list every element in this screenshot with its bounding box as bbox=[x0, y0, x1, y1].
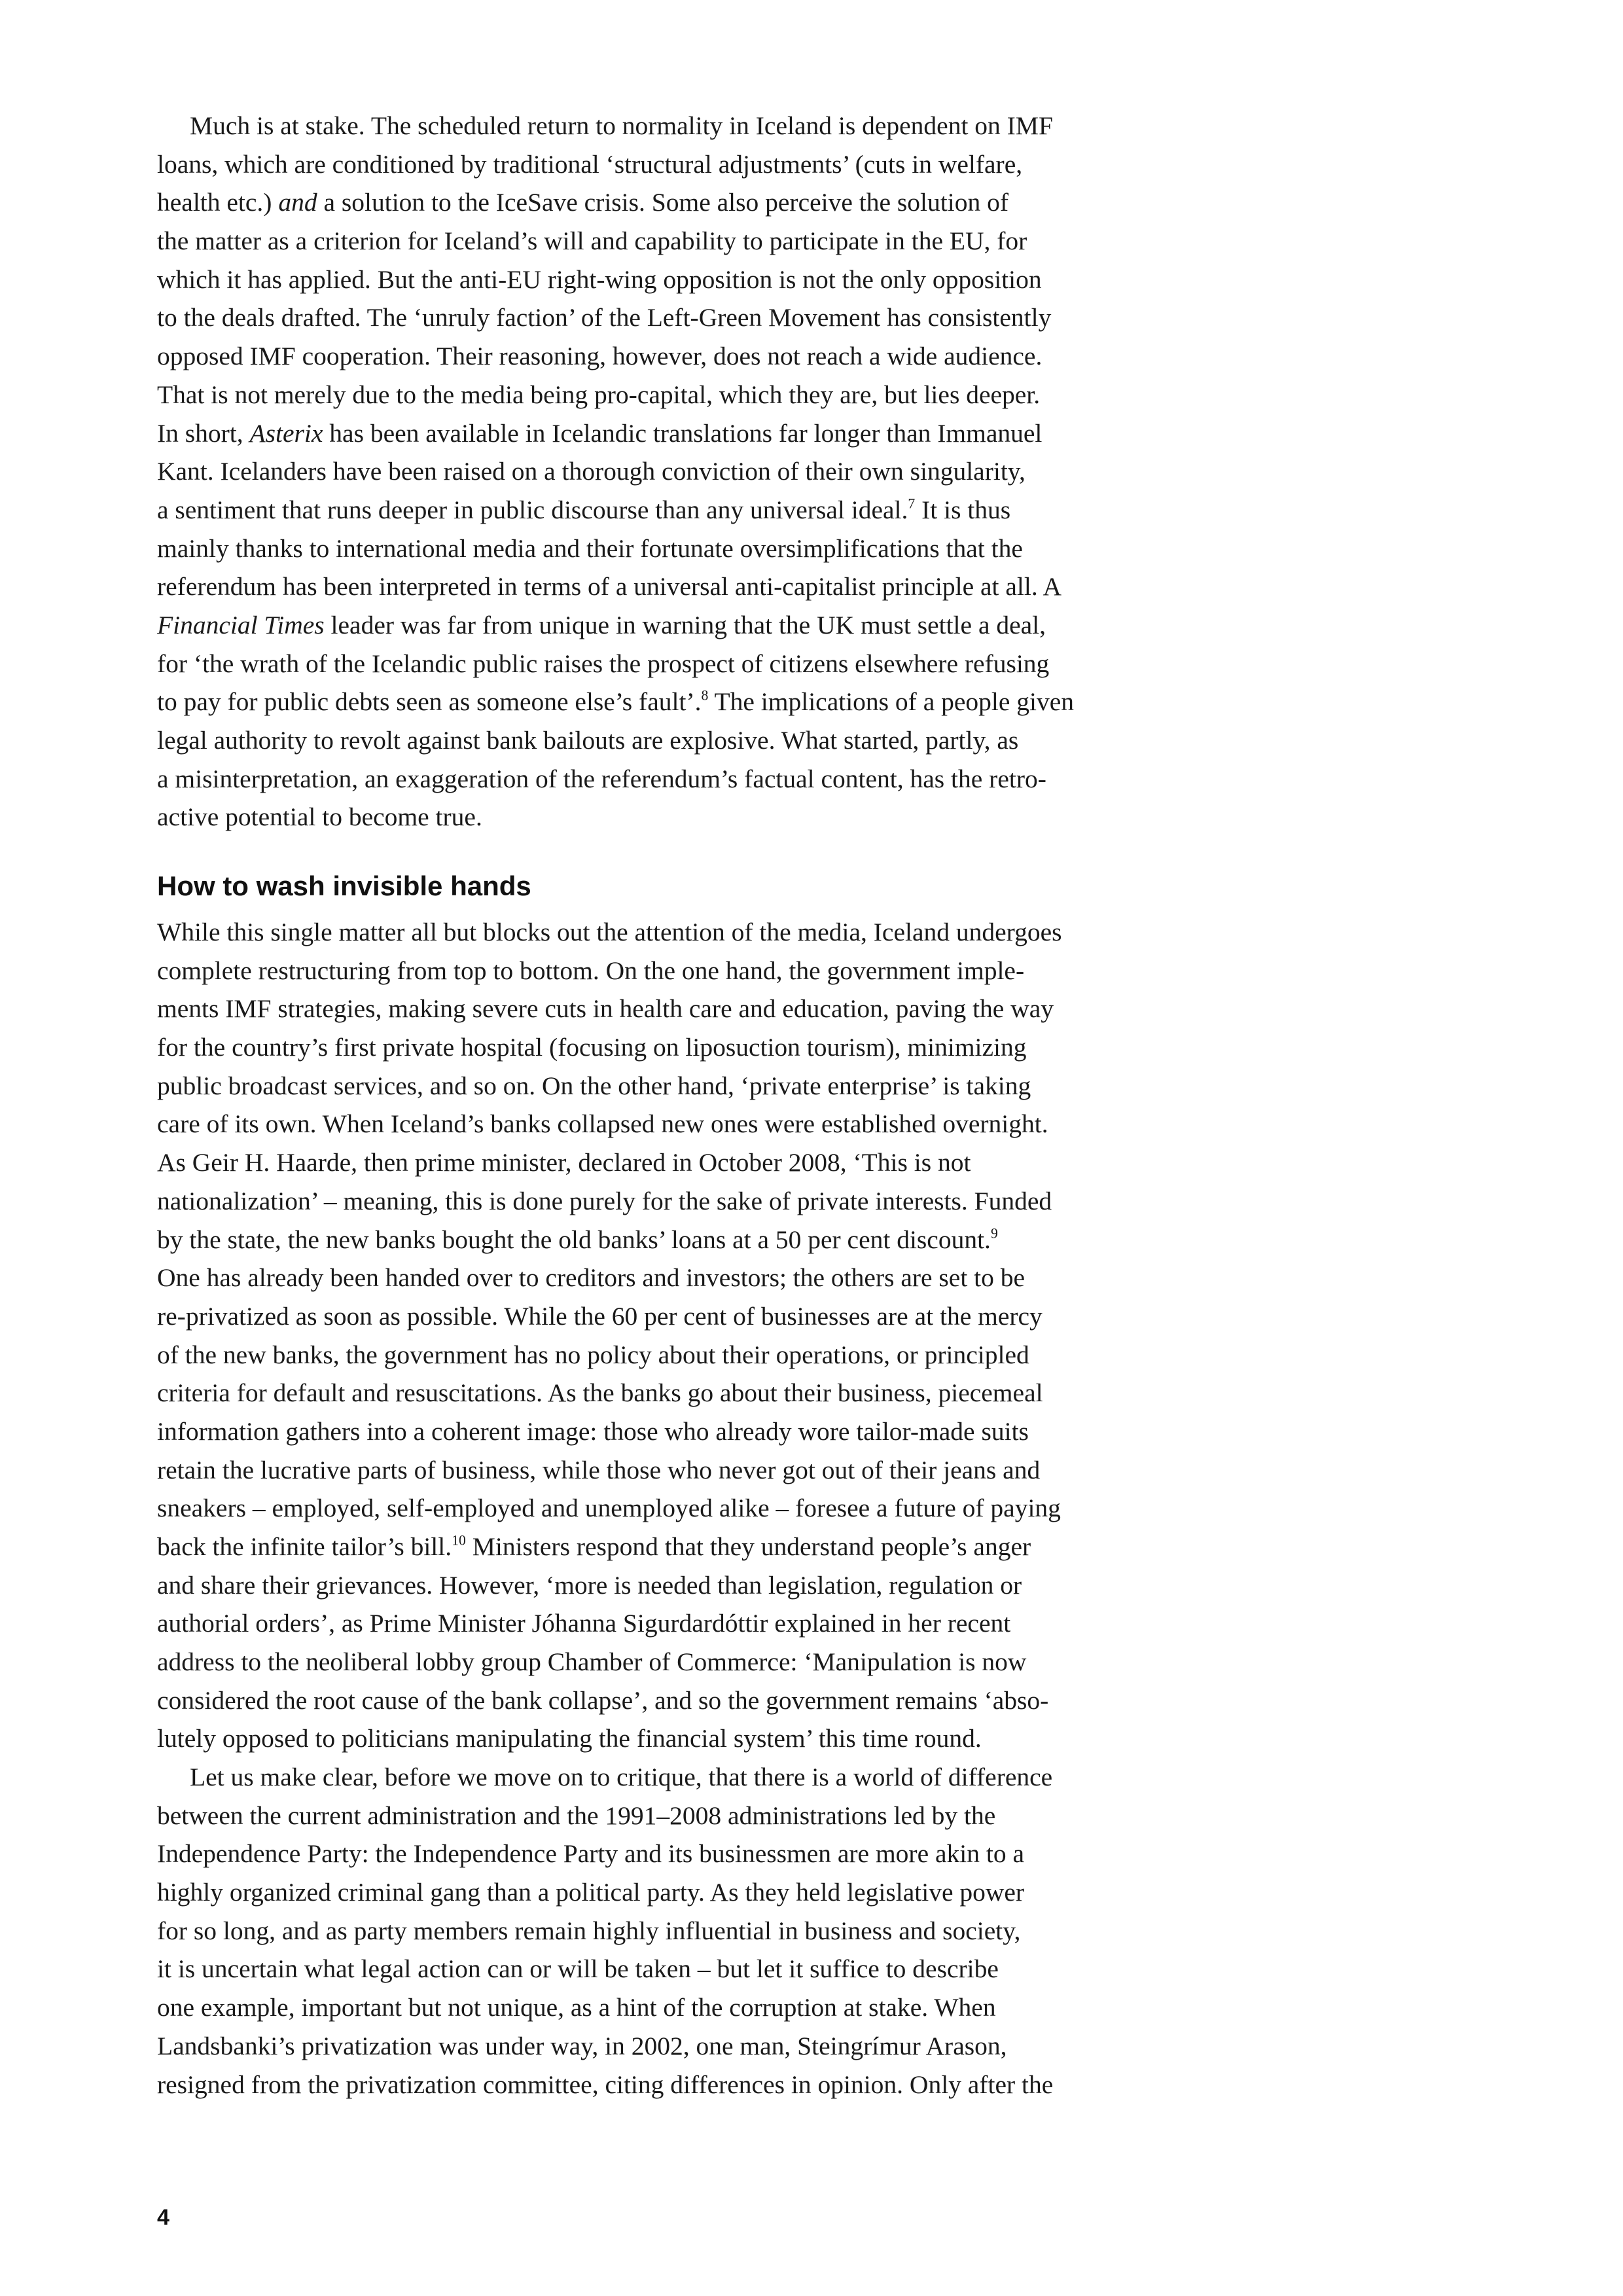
text-line: a misinterpretation, an exaggeration of the referendum’s factual content, has the retro- bbox=[157, 764, 1046, 793]
text-line: opposed IMF cooperation. Their reasoning, however, does not reach a wide audience. bbox=[157, 342, 1043, 371]
text-line: Let us make clear, before we move on to critique, that there is a world of difference bbox=[190, 1763, 1053, 1791]
text-line: between the current administration and the 1991–2008 administrations led by the bbox=[157, 1801, 996, 1830]
section-heading: How to wash invisible hands bbox=[157, 870, 531, 901]
text-line: health etc.) and a solution to the IceSave crisis. Some also perceive the solution of bbox=[157, 188, 1008, 217]
text-line: As Geir H. Haarde, then prime minister, declared in October 2008, ‘This is not bbox=[157, 1148, 971, 1177]
text-line: nationalization’ – meaning, this is done purely for the sake of private interests. Funded bbox=[157, 1186, 1052, 1215]
text-line: of the new banks, the government has no policy about their operations, or principled bbox=[157, 1340, 1029, 1369]
text-line: public broadcast services, and so on. On the other hand, ‘private enterprise’ is taking bbox=[157, 1071, 1031, 1100]
footnote-marker: 8 bbox=[701, 687, 709, 704]
text-line: One has already been handed over to creditors and investors; the others are set to be bbox=[157, 1263, 1026, 1293]
text-line: ments IMF strategies, making severe cuts in health care and education, paving the way bbox=[157, 994, 1054, 1024]
book-title-text: Asterix bbox=[249, 418, 323, 448]
text-line: retain the lucrative parts of business, while those who never got out of their jeans and bbox=[157, 1455, 1041, 1484]
footnote-marker: 7 bbox=[908, 495, 916, 512]
text-line: by the state, the new banks bought the old banks’ loans at a 50 per cent discount.$^9$ bbox=[157, 1225, 998, 1254]
text-line: for ‘the wrath of the Icelandic public raises the prospect of citizens elsewhere refusing bbox=[157, 649, 1050, 678]
text-line: Financial Times leader was far from unique in warning that the UK must settle a deal, bbox=[157, 610, 1046, 639]
text-line: sneakers – employed, self-employed and unemployed alike – foresee a future of paying bbox=[157, 1494, 1061, 1523]
emphasis-text: and bbox=[278, 188, 317, 217]
text-line: the matter as a criterion for Iceland’s will and capability to participate in the EU, for bbox=[157, 226, 1027, 256]
text-line: authorial orders’, as Prime Minister Jóhanna Sigurdardóttir explained in her recent bbox=[157, 1609, 1011, 1638]
text-line: re-privatized as soon as possible. While the 60 per cent of businesses are at the mercy bbox=[157, 1301, 1043, 1331]
text-line: That is not merely due to the media being pro-capital, which they are, but lies deeper. bbox=[157, 380, 1041, 409]
text-line: active potential to become true. bbox=[157, 802, 482, 832]
intro-paragraph bbox=[157, 107, 1217, 836]
section-paragraph-2 bbox=[157, 1758, 1217, 2104]
footnote-marker: 9 bbox=[990, 1225, 998, 1241]
text-line: complete restructuring from top to bottom. On the one hand, the government imple- bbox=[157, 956, 1025, 985]
text-line: it is uncertain what legal action can or will be taken – but let it suffice to describe bbox=[157, 1954, 999, 1984]
publication-title-text: Financial Times bbox=[157, 610, 325, 639]
text-line: criteria for default and resuscitations. As the banks go about their business, piecemeal bbox=[157, 1378, 1043, 1408]
text-line: Landsbanki’s privatization was under way, in 2002, one man, Steingrímur Arason, bbox=[157, 2031, 1007, 2060]
text-line: considered the root cause of the bank collapse’, and so the government remains ‘abso- bbox=[157, 1685, 1049, 1715]
text-line: loans, which are conditioned by traditional ‘structural adjustments’ (cuts in welfare, bbox=[157, 149, 1023, 179]
page-number: 4 bbox=[157, 2205, 169, 2230]
text-line: back the infinite tailor’s bill.$^{10}$ Ministers respond that they understand people’s anger bbox=[157, 1532, 1031, 1561]
text-line: and share their grievances. However, ‘more is needed than legislation, regulation or bbox=[157, 1570, 1022, 1600]
footnote-marker: 10 bbox=[452, 1532, 466, 1549]
text-line: address to the neoliberal lobby group Chamber of Commerce: ‘Manipulation is now bbox=[157, 1647, 1027, 1677]
text-line: In short, Asterix has been available in Icelandic translations far longer than Immanuel bbox=[157, 418, 1043, 448]
text-line: Much is at stake. The scheduled return to normality in Iceland is dependent on IMF bbox=[190, 111, 1053, 140]
text-line: care of its own. When Iceland’s banks collapsed new ones were established overnight. bbox=[157, 1109, 1048, 1139]
text-line: legal authority to revolt against bank bailouts are explosive. What started, partly, as bbox=[157, 726, 1019, 755]
text-line: information gathers into a coherent image: those who already wore tailor-made suits bbox=[157, 1416, 1029, 1446]
text-line: a sentiment that runs deeper in public discourse than any universal ideal.$^7$ It is thus bbox=[157, 495, 1011, 524]
text-line: highly organized criminal gang than a political party. As they held legislative power bbox=[157, 1878, 1025, 1907]
text-line: resigned from the privatization committee, citing differences in opinion. Only after the bbox=[157, 2070, 1054, 2099]
text-line: for the country’s first private hospital (focusing on liposuction tourism), minimizing bbox=[157, 1033, 1027, 1062]
text-line: referendum has been interpreted in terms of a universal anti-capitalist principle at all. A bbox=[157, 572, 1061, 601]
text-line: lutely opposed to politicians manipulating the financial system’ this time round. bbox=[157, 1724, 982, 1753]
text-line: one example, important but not unique, as a hint of the corruption at stake. When bbox=[157, 1993, 996, 2022]
text-line: mainly thanks to international media and their fortunate oversimplifications that the bbox=[157, 533, 1023, 563]
text-line: Kant. Icelanders have been raised on a thorough conviction of their own singularity, bbox=[157, 457, 1026, 486]
text-line: to pay for public debts seen as someone else’s fault’.$^8$ The implications of a people given bbox=[157, 687, 1075, 717]
text-line: Independence Party: the Independence Party and its businessmen are more akin to a bbox=[157, 1839, 1024, 1869]
text-line: which it has applied. But the anti-EU right-wing opposition is not the only opposition bbox=[157, 264, 1042, 294]
section-paragraph-1 bbox=[157, 913, 1217, 1758]
text-line: for so long, and as party members remain highly influential in business and society, bbox=[157, 1916, 1021, 1945]
text-line: While this single matter all but blocks out the attention of the media, Iceland undergoes bbox=[157, 918, 1062, 946]
text-line: to the deals drafted. The ‘unruly faction’ of the Left-Green Movement has consistently bbox=[157, 303, 1052, 332]
